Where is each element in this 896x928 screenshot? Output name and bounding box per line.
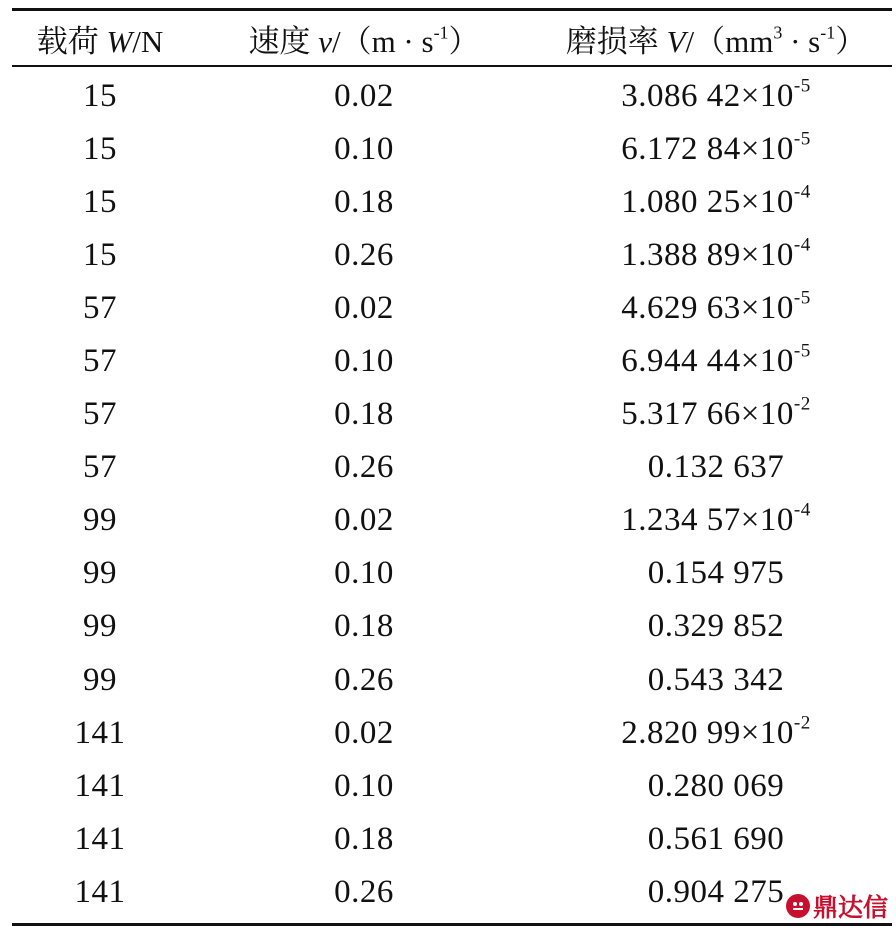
cell-load: 15 <box>83 77 117 114</box>
watermark <box>786 888 888 924</box>
wear-mantissa: 6.944 44 <box>621 343 741 380</box>
table-row <box>12 813 892 866</box>
wear-times-ten: ×10 <box>740 77 794 114</box>
table-row <box>12 654 892 707</box>
table-body <box>12 67 892 924</box>
table-row <box>12 707 892 760</box>
header-wear-unit-mid: · s <box>782 23 821 59</box>
cell-speed: 0.26 <box>334 236 394 273</box>
cell-speed: 0.02 <box>334 714 394 751</box>
cell-speed: 0.10 <box>334 130 394 167</box>
data-table <box>12 8 892 926</box>
cell-load: 141 <box>74 767 126 804</box>
cell-load: 57 <box>83 289 117 326</box>
table-row <box>12 123 892 176</box>
wear-mantissa: 4.629 63 <box>621 289 741 326</box>
wear-mantissa: 0.543 342 <box>647 661 785 698</box>
wear-times-ten: ×10 <box>740 130 794 167</box>
wear-exponent: -4 <box>793 499 811 521</box>
header-speed-label: 速度 <box>248 23 319 59</box>
table-row <box>12 494 892 547</box>
wear-mantissa: 0.280 069 <box>647 767 785 804</box>
cell-wear-rate <box>540 821 892 858</box>
wear-mantissa: 1.234 57 <box>621 502 741 539</box>
cell-speed: 0.26 <box>334 449 394 486</box>
cell-wear-rate <box>540 340 892 380</box>
cell-speed: 0.10 <box>334 555 394 592</box>
header-wear-unit-close: ） <box>835 23 867 59</box>
header-speed-var: v <box>318 23 332 59</box>
cell-load: 57 <box>83 343 117 380</box>
cell-wear-rate <box>540 555 892 592</box>
table-row <box>12 282 892 335</box>
cell-speed: 0.18 <box>334 608 394 645</box>
cell-wear-rate <box>540 287 892 327</box>
cell-wear-rate <box>540 181 892 221</box>
wear-mantissa: 0.561 690 <box>647 820 785 857</box>
table-row <box>12 388 892 441</box>
cell-speed: 0.18 <box>334 820 394 857</box>
wear-mantissa: 0.329 852 <box>647 608 785 645</box>
table-row <box>12 229 892 282</box>
wear-exponent: -4 <box>793 234 811 256</box>
cell-load: 99 <box>83 555 117 592</box>
cell-speed: 0.10 <box>334 343 394 380</box>
cell-speed: 0.18 <box>334 183 394 220</box>
cell-wear-rate <box>540 499 892 539</box>
cell-speed: 0.26 <box>334 661 394 698</box>
table-bottom-rule <box>12 923 892 926</box>
wear-exponent: -5 <box>793 287 811 309</box>
cell-wear-rate <box>540 449 892 486</box>
table-row <box>12 441 892 494</box>
cell-load: 99 <box>83 608 117 645</box>
header-wear-unit: /（mm <box>685 23 774 59</box>
cell-load: 99 <box>83 661 117 698</box>
header-load <box>12 16 188 61</box>
watermark-text: 鼎达信 <box>812 893 888 922</box>
cell-wear-rate <box>540 234 892 274</box>
wear-mantissa: 1.080 25 <box>621 183 741 220</box>
header-wear-rate <box>540 16 892 61</box>
wear-mantissa: 2.820 99 <box>621 714 741 751</box>
header-speed <box>188 16 540 61</box>
wear-mantissa: 0.154 975 <box>647 555 785 592</box>
wear-exponent: -5 <box>793 340 811 362</box>
wear-times-ten: ×10 <box>740 502 794 539</box>
wear-exponent: -4 <box>793 181 811 203</box>
header-speed-unit-exp: -1 <box>433 22 449 43</box>
cell-wear-rate <box>540 662 892 699</box>
table-row <box>12 547 892 600</box>
wear-mantissa: 0.904 275 <box>647 873 785 910</box>
cell-wear-rate <box>540 393 892 433</box>
cell-wear-rate <box>540 128 892 168</box>
cell-load: 99 <box>83 502 117 539</box>
cell-load: 57 <box>83 396 117 433</box>
header-load-var: W <box>106 23 133 59</box>
header-speed-unit-close: ） <box>448 23 480 59</box>
cell-wear-rate <box>540 768 892 805</box>
header-speed-unit: /（m · s <box>331 23 434 59</box>
table-row <box>12 760 892 813</box>
header-wear-label: 磨损率 <box>565 23 667 59</box>
brand-logo-icon <box>786 894 810 918</box>
cell-speed: 0.10 <box>334 767 394 804</box>
wear-times-ten: ×10 <box>740 236 794 273</box>
wear-mantissa: 5.317 66 <box>621 396 741 433</box>
table-row <box>12 866 892 919</box>
wear-times-ten: ×10 <box>740 183 794 220</box>
wear-exponent: -5 <box>793 128 811 150</box>
cell-load: 141 <box>74 873 126 910</box>
cell-speed: 0.02 <box>334 502 394 539</box>
cell-speed: 0.02 <box>334 77 394 114</box>
wear-mantissa: 1.388 89 <box>621 236 741 273</box>
table-row <box>12 600 892 653</box>
table-row <box>12 176 892 229</box>
wear-mantissa: 6.172 84 <box>621 130 741 167</box>
cell-load: 15 <box>83 130 117 167</box>
wear-exponent: -5 <box>793 75 811 97</box>
cell-speed: 0.18 <box>334 396 394 433</box>
cell-load: 141 <box>74 714 126 751</box>
cell-load: 15 <box>83 183 117 220</box>
wear-exponent: -2 <box>793 712 811 734</box>
wear-times-ten: ×10 <box>740 714 794 751</box>
table-header-row <box>12 11 892 65</box>
cell-wear-rate <box>540 712 892 752</box>
cell-load: 141 <box>74 820 126 857</box>
cell-speed: 0.26 <box>334 873 394 910</box>
header-wear-var: V <box>666 23 686 59</box>
wear-exponent: -2 <box>793 393 811 415</box>
table-row <box>12 335 892 388</box>
header-wear-unit-exp: 3 <box>773 22 783 43</box>
cell-speed: 0.02 <box>334 289 394 326</box>
wear-mantissa: 0.132 637 <box>647 449 785 486</box>
cell-wear-rate <box>540 75 892 115</box>
cell-load: 57 <box>83 449 117 486</box>
header-load-label: 载荷 <box>36 23 107 59</box>
wear-times-ten: ×10 <box>740 343 794 380</box>
header-load-unit: /N <box>132 23 164 59</box>
cell-wear-rate <box>540 608 892 645</box>
table-row <box>12 70 892 123</box>
wear-times-ten: ×10 <box>740 396 794 433</box>
wear-mantissa: 3.086 42 <box>621 77 741 114</box>
header-wear-unit-exp2: -1 <box>820 22 836 43</box>
wear-times-ten: ×10 <box>740 289 794 326</box>
cell-load: 15 <box>83 236 117 273</box>
